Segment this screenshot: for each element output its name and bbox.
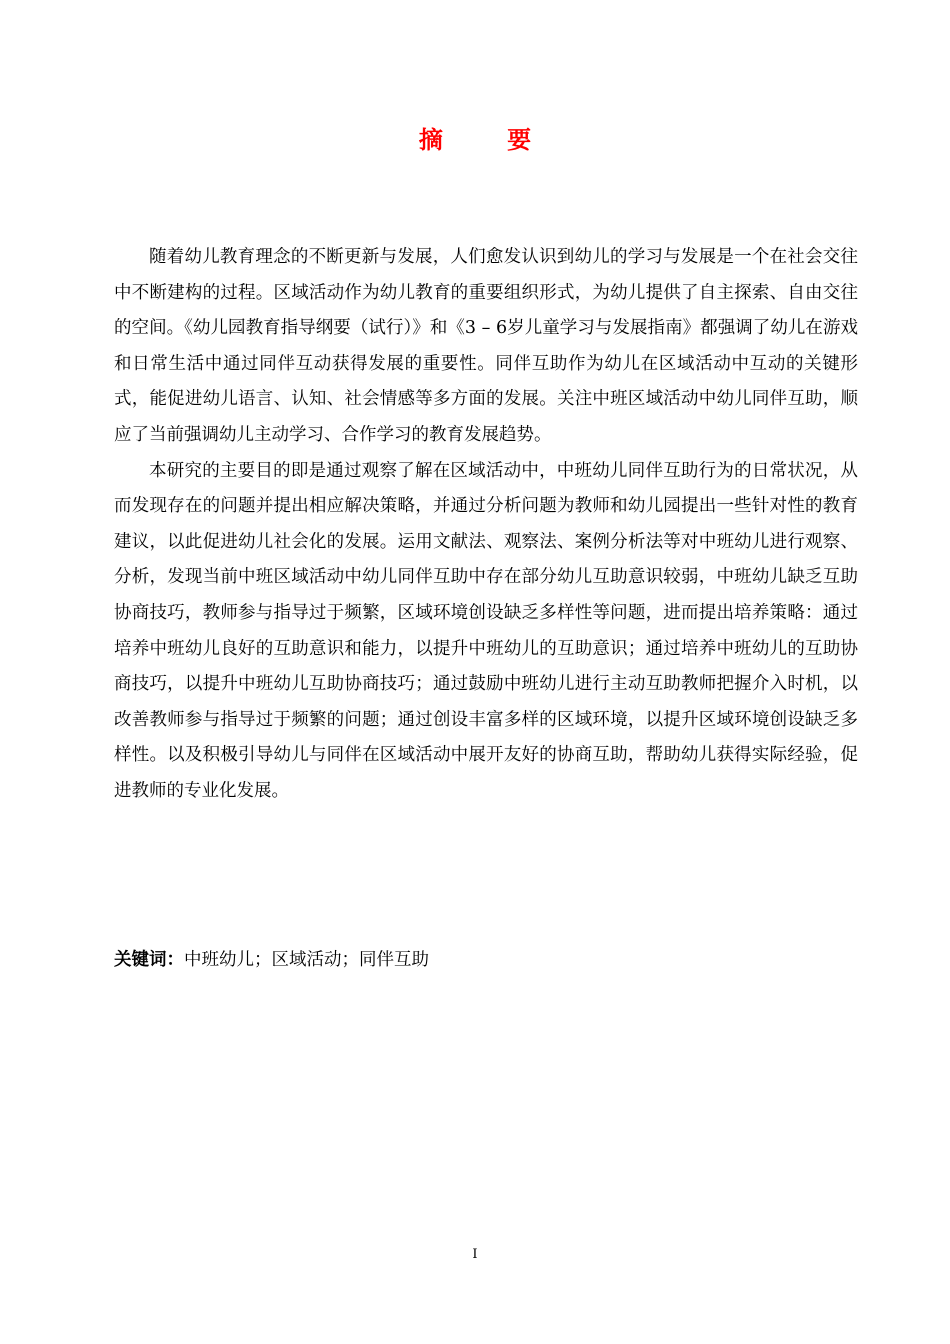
keywords-line [114, 944, 858, 976]
abstract-title: 摘 要 [418, 126, 560, 154]
keywords-value: 中班幼儿；区域活动；同伴互助 [184, 950, 429, 970]
abstract-paragraph-2: 本研究的主要目的即是通过观察了解在区域活动中，中班幼儿同伴互助行为的日常状况，从而发现存在的问题并提出相应解决策略，并通过分析问题为教师和幼儿园提出一些针对性的教育建议，以此促进幼儿社会化的发展。运用文献法、观察法、案例分析法等对中班幼儿进行观察、分析，发现当前中班区域活动中幼儿同伴互助中存在部分幼儿互助意识较弱，中班幼儿缺乏互助协商技巧，教师参与指导过于频繁，区域环境创设缺乏多样性等问题，进而提出培养策略：通过培养中班幼儿良好的互助意识和能力，以提升中班幼儿的互助意识；通过培养中班幼儿的互助协商技巧，以提升中班幼儿互助协商技巧；通过鼓励中班幼儿进行主动互助教师把握介入时机，以改善教师参与指导过于频繁的问题；通过创设丰富多样的区域环境，以提升区域环境创设缺乏多样性。以及积极引导幼儿与同伴在区域活动中展开友好的协商互助，帮助幼儿获得实际经验，促进教师的专业化发展。 [114, 460, 858, 801]
keywords-label: 关键词： [114, 950, 184, 970]
page-number: I [472, 1247, 478, 1262]
abstract-paragraph-1: 随着幼儿教育理念的不断更新与发展，人们愈发认识到幼儿的学习与发展是一个在社会交往中不断建构的过程。区域活动作为幼儿教育的重要组织形式，为幼儿提供了自主探索、自由交往的空间。《幼儿园教育指导纲要（试行）》和《3 – 6岁儿童学习与发展指南》都强调了幼儿在游戏和日常生活中通过同伴互动获得发展的重要性。同伴互助作为幼儿在区域活动中互动的关键形式，能促进幼儿语言、认知、社会情感等多方面的发展。关注中班区域活动中幼儿同伴互助，顺应了当前强调幼儿主动学习、合作学习的教育发展趋势。 [114, 247, 858, 445]
abstract-body [114, 240, 858, 810]
